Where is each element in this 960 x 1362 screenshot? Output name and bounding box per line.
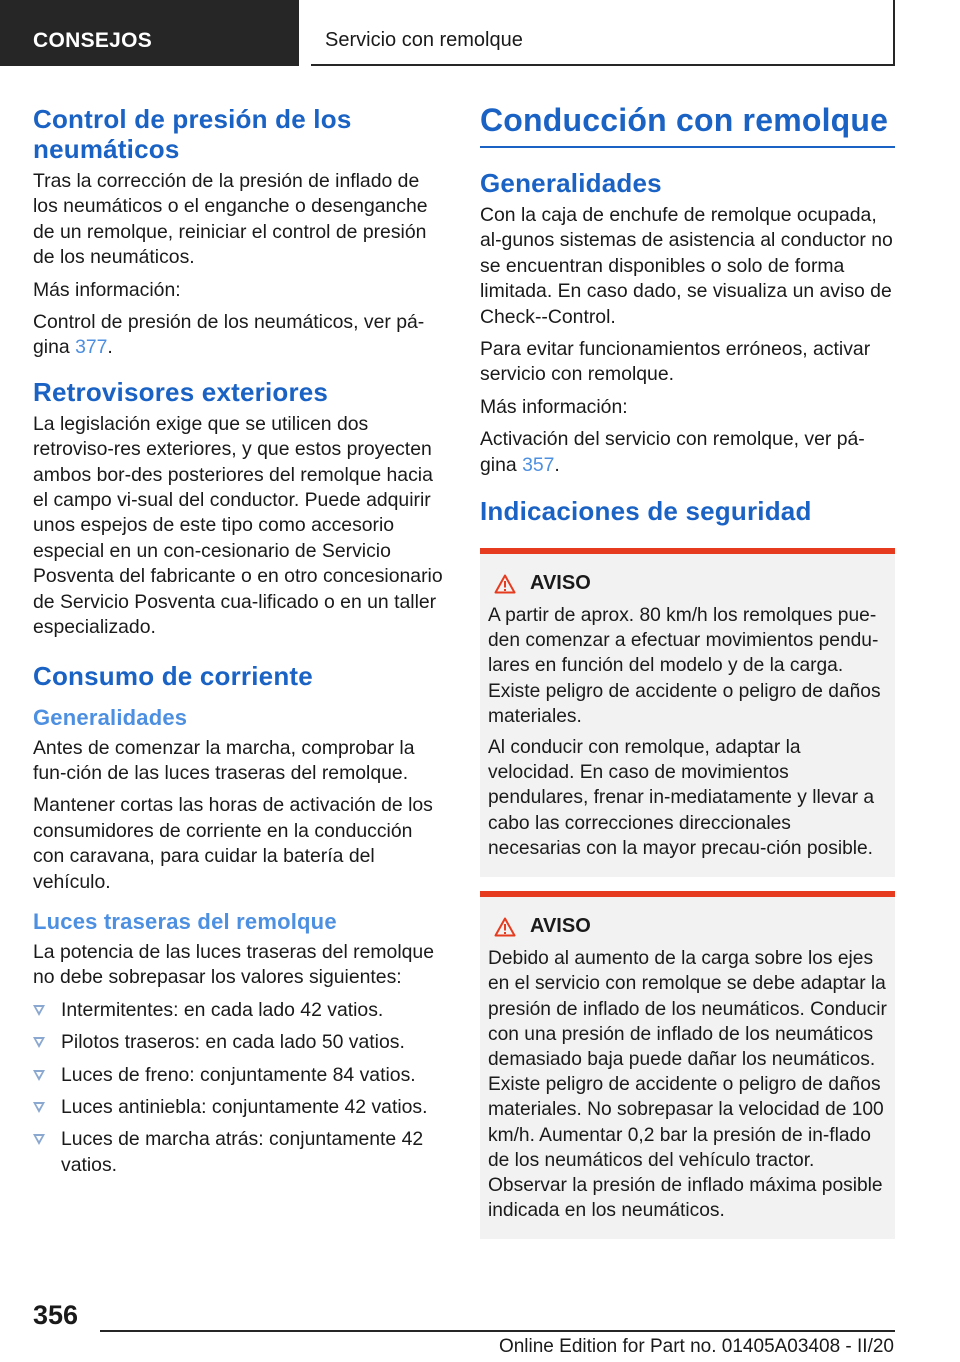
warning-triangle-icon [494, 917, 516, 937]
footer-edition: Online Edition for Part no. 01405A03408 - II/20 [498, 1336, 894, 1357]
section-tab [0, 0, 299, 66]
general-page-link[interactable]: 357 [522, 453, 555, 476]
general-paragraph-2: Para evitar funcionamientos erróneos, activar servicio con remolque. [480, 338, 871, 386]
triangle-bullet-icon [33, 1037, 45, 1048]
general-paragraph-3: Más información: [480, 395, 628, 418]
warning-triangle-icon [494, 574, 516, 594]
tpms-reference-end: . [107, 336, 113, 359]
heading-tpms: Control de presión de los neumáticos [33, 104, 352, 164]
left-column [33, 100, 448, 1185]
list-item: Luces antiniebla: conjuntamente 42 vatios. [33, 1095, 448, 1120]
mirrors-paragraph: La legislación exige que se utilicen dos retroviso-res exteriores, y que estos proyecten ambos bor-des posteriores del remolque hacia el campo vi-sual del conductor. Puede adquirir unos espejos de este tipo como accesorio especial en un con-cesionario de Servicio Posventa del fabricante o en otro concesionario de Servicio Posventa cua-lificado o en un taller especializado. [33, 412, 443, 639]
tail-lights-list [33, 998, 448, 1178]
general-reference [480, 427, 895, 478]
tpms-paragraph-2: Más información: [33, 278, 181, 301]
list-item: Intermitentes: en cada lado 42 vatios. [33, 998, 448, 1023]
warning-box-2 [480, 891, 895, 1239]
heading-mirrors: Retrovisores exteriores [33, 376, 329, 407]
subheading-power-general: Generalidades [33, 704, 188, 730]
page-number: 356 [33, 1300, 79, 1330]
triangle-bullet-icon [33, 1070, 45, 1081]
general-paragraph-1: Con la caja de enchufe de remolque ocupada, al-gunos sistemas de asistencia al conductor no se encuentran disponibles o solo de forma limitada. En caso dado, se visualiza un aviso de Check--Control. [480, 204, 893, 328]
tpms-page-link[interactable]: 377 [75, 336, 108, 359]
warning-title [488, 915, 887, 938]
warning-title [488, 572, 887, 595]
warning-label: AVISO [530, 915, 591, 938]
warning-label: AVISO [530, 572, 591, 595]
warning-box-1 [480, 548, 895, 877]
heading-power: Consumo de corriente [33, 660, 313, 691]
warning-2-paragraph: Debido al aumento de la carga sobre los ejes en el servicio con remolque se debe adaptar la presión de inflado de los neumáticos. Conducir con una presión de inflado de los neumáticos demasiado baja puede dañar los neumáticos. Existe peligro de accidente o peligro de daños materiales. No sobrepasar la velocidad de 100 km/h. Aumentar 0,2 bar la presión de in-flado de los neumáticos del vehículo tractor. Observar la presión de inflado máxima posible indicada en los neumáticos. [488, 948, 887, 1222]
list-item: Luces de marcha atrás: conjuntamente 42 vatios. [33, 1127, 448, 1178]
power-paragraph-1: Antes de comenzar la marcha, comprobar la fun-ción de las luces traseras del remolque. [33, 736, 415, 784]
subheading-tail-lights: Luces traseras del remolque [33, 908, 337, 934]
right-column [480, 100, 895, 1239]
tpms-reference-text: Control de presión de los neumáticos, ver pá-gina [33, 311, 425, 359]
heading-general: Generalidades [480, 168, 662, 198]
footer-divider [100, 1330, 895, 1332]
heading-safety: Indicaciones de seguridad [480, 496, 812, 527]
general-reference-text: Activación del servicio con remolque, ver pá-gina [480, 428, 865, 476]
tpms-paragraph-1: Tras la corrección de la presión de inflado de los neumáticos o el enganche o desenganche de un remolque, reiniciar el control de presión de los neumáticos. [33, 170, 428, 269]
tail-lights-paragraph: La potencia de las luces traseras del remolque no debe sobrepasar los valores siguientes: [33, 940, 434, 989]
triangle-bullet-icon [33, 1134, 45, 1145]
triangle-bullet-icon [33, 1102, 45, 1113]
power-paragraph-2: Mantener cortas las horas de activación de los consumidores de corriente en la conducción con caravana, para cuidar la batería del vehículo. [33, 794, 433, 893]
list-item: Luces de freno: conjuntamente 84 vatios. [33, 1063, 448, 1088]
section-label: CONSEJOS [33, 29, 153, 52]
tpms-reference [33, 310, 448, 361]
chapter-title: Conducción con remolque [480, 100, 895, 148]
warning-1-paragraph-2: Al conducir con remolque, adaptar la velocidad. En caso de movimientos pendulares, frenar in-mediatamente y llevar a cabo las correcciones direccionales necesarias con la mayor precau-ción posible. [488, 737, 875, 859]
page-header-title: Servicio con remolque [325, 29, 523, 51]
list-item: Pilotos traseros: en cada lado 50 vatios. [33, 1030, 448, 1055]
general-reference-end: . [554, 453, 560, 476]
warning-1-paragraph-1: A partir de aprox. 80 km/h los remolques pue-den comenzar a efectuar movimientos pendu-lares en función del modelo y de la carga. Existe peligro de accidente o peligro de daños materiales. [488, 605, 881, 727]
triangle-bullet-icon [33, 1005, 45, 1016]
page-header [311, 0, 895, 66]
